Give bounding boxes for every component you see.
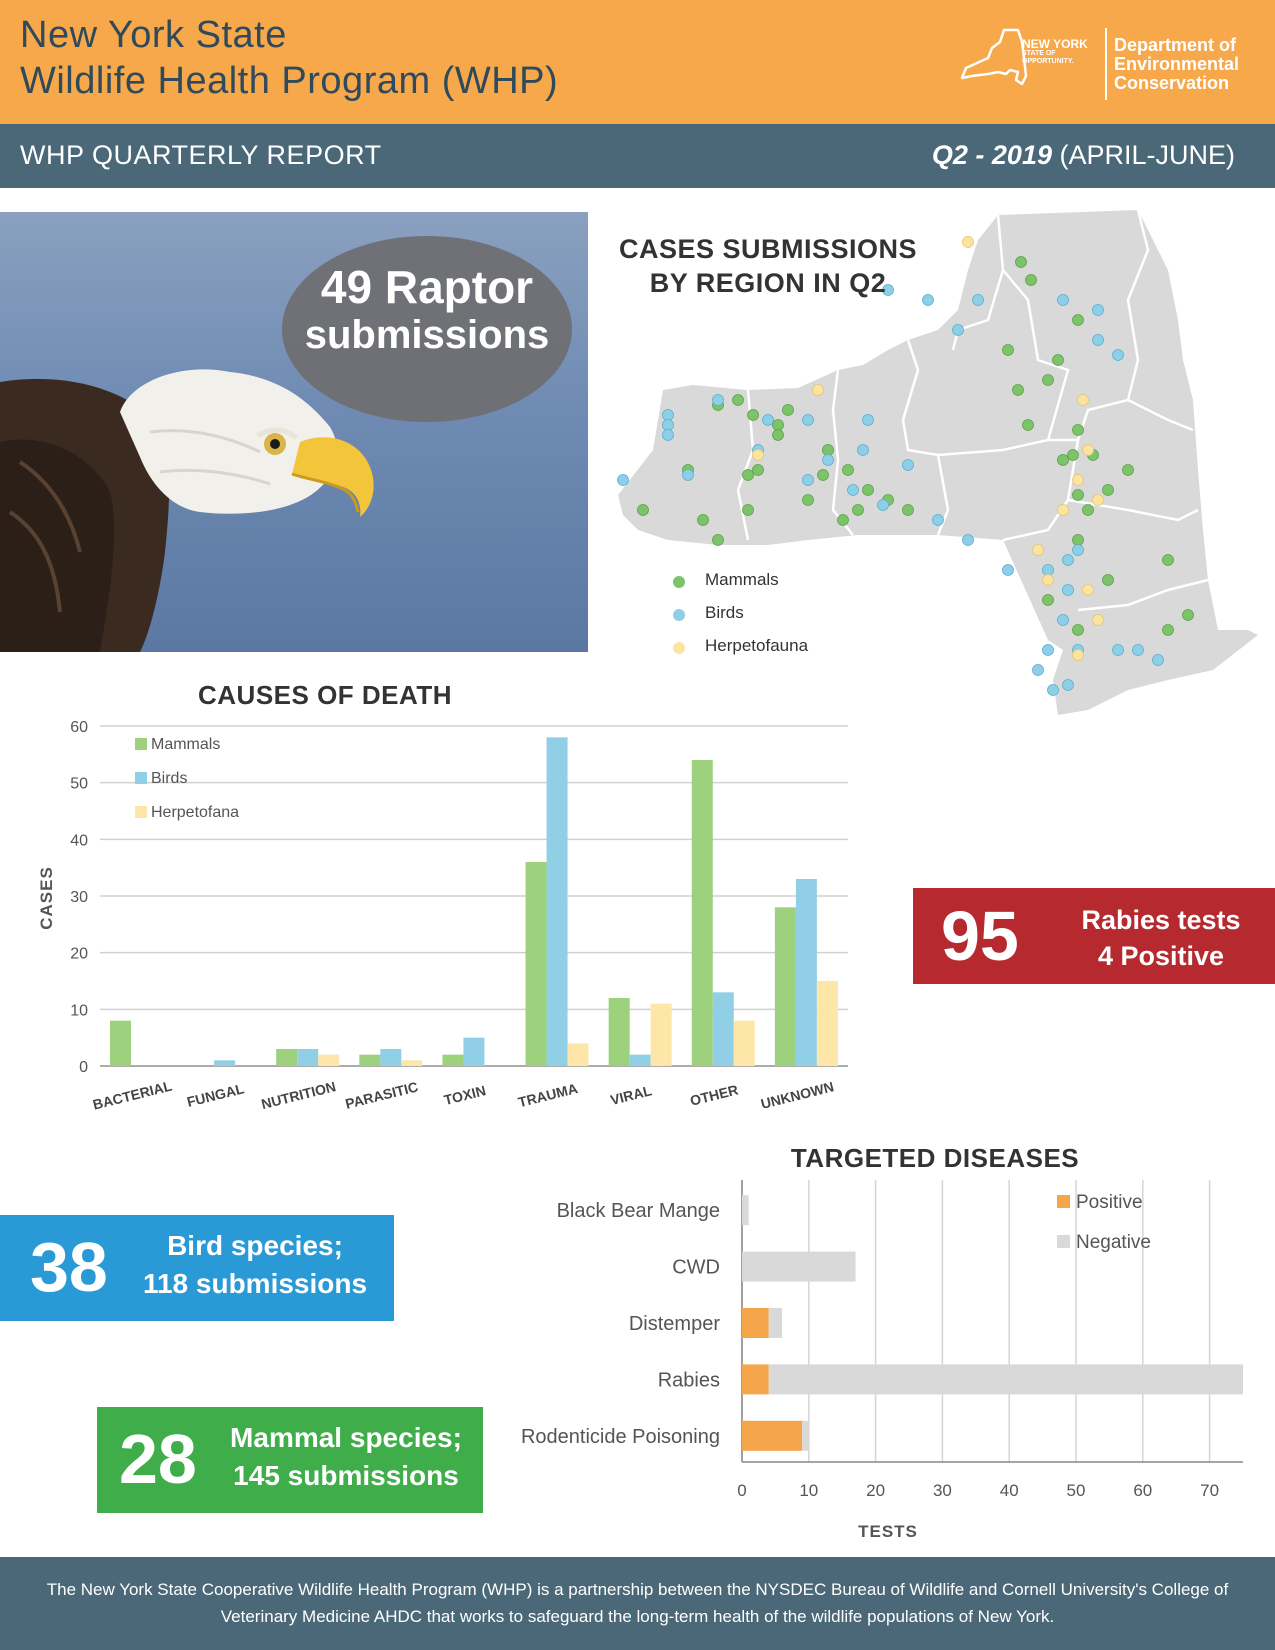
bird-case-dot <box>1043 645 1054 656</box>
cod-y-tick-label: 10 <box>70 1002 88 1020</box>
td-gridlines <box>742 1180 1243 1462</box>
mammal-case-dot <box>1053 355 1064 366</box>
mammal-case-dot <box>838 515 849 526</box>
td-bars <box>742 1195 1243 1451</box>
herp-case-dot <box>963 237 974 248</box>
rabies-count: 95 <box>941 897 1019 975</box>
causes-of-death-title: CAUSES OF DEATH <box>197 680 453 710</box>
td-x-axis-title: TESTS <box>858 1522 918 1541</box>
mammal-case-dot <box>773 430 784 441</box>
bird-case-dot <box>848 485 859 496</box>
bird-case-dot <box>863 415 874 426</box>
mammal-case-dot <box>1073 490 1084 501</box>
td-legend <box>1057 1192 1151 1253</box>
cod-bar-birds <box>463 1038 484 1066</box>
rabies-line-2: 4 Positive <box>1097 941 1225 971</box>
mammal-species-count: 28 <box>119 1420 197 1498</box>
legend-birds-dot <box>673 609 685 621</box>
td-x-tick-label: 60 <box>1133 1481 1153 1500</box>
ny-logo-line-1: NEW YORK <box>1022 37 1088 51</box>
bird-case-dot <box>1063 585 1074 596</box>
td-category-label: Rodenticide Poisoning <box>520 1425 720 1448</box>
cod-legend-swatch <box>135 806 147 818</box>
causes-of-death-chart <box>20 710 860 1130</box>
herp-case-dot <box>1083 445 1094 456</box>
cod-y-tick-label: 60 <box>70 719 88 736</box>
bird-case-dot <box>1063 680 1074 691</box>
bird-case-dot <box>663 410 674 421</box>
logo-divider <box>1105 28 1107 100</box>
herp-case-dot <box>1033 545 1044 556</box>
td-bar-negative <box>769 1308 782 1338</box>
herp-case-dot <box>1093 615 1104 626</box>
cod-x-tick-label: FUNGAL <box>185 1080 246 1110</box>
rabies-line-1: Rabies tests <box>1081 905 1241 935</box>
mammal-case-dot <box>743 470 754 481</box>
bird-species-text <box>130 1227 380 1303</box>
td-legend-label: Negative <box>1076 1232 1151 1253</box>
td-x-tick-label: 20 <box>866 1481 886 1500</box>
mammal-case-dot <box>1073 315 1084 326</box>
cod-bars <box>110 737 838 1066</box>
bird-case-dot <box>1033 665 1044 676</box>
herp-case-dot <box>1073 650 1084 661</box>
targeted-diseases-chart <box>490 1180 1270 1550</box>
mammal-case-dot <box>1043 375 1054 386</box>
bird-case-dot <box>858 445 869 456</box>
td-legend-swatch <box>1057 1235 1070 1248</box>
cod-bar-herpetofana <box>734 1021 755 1066</box>
mammal-case-dot <box>843 465 854 476</box>
herp-case-dot <box>1073 475 1084 486</box>
bird-case-dot <box>1093 335 1104 346</box>
cod-bar-birds <box>630 1055 651 1066</box>
bird-case-dot <box>973 295 984 306</box>
quarter-label: Q2 - 2019 <box>931 140 1052 170</box>
cod-x-tick-label: PARASITIC <box>343 1078 420 1112</box>
mammal-case-dot <box>1023 420 1034 431</box>
mammal-case-dot <box>698 515 709 526</box>
legend-birds-label: Birds <box>705 603 744 622</box>
bird-case-dot <box>763 415 774 426</box>
ny-logo-line-3: OPPORTUNITY. <box>1022 58 1074 65</box>
cod-bar-mammals <box>442 1055 463 1066</box>
mammal-case-dot <box>783 405 794 416</box>
bird-case-dot <box>878 500 889 511</box>
cod-legend-swatch <box>135 738 147 750</box>
legend-mammals-dot <box>673 576 685 588</box>
cod-x-tick-label: NUTRITION <box>259 1078 338 1113</box>
legend-mammals-label: Mammals <box>705 570 779 589</box>
herp-case-dot <box>1083 585 1094 596</box>
bird-case-dot <box>1133 645 1144 656</box>
bird-species-count: 38 <box>30 1228 108 1306</box>
mammal-case-dot <box>853 505 864 516</box>
cod-gridlines <box>100 726 848 1066</box>
report-quarter <box>932 140 1235 171</box>
cod-legend <box>135 736 239 821</box>
dec-line-3: Conservation <box>1114 73 1230 93</box>
bird-case-dot <box>713 395 724 406</box>
mammal-case-dot <box>1073 535 1084 546</box>
mammal-case-dot <box>903 505 914 516</box>
mammal-case-dot <box>753 465 764 476</box>
bird-case-dot <box>683 470 694 481</box>
mammal-case-dot <box>1013 385 1024 396</box>
mammal-case-dot <box>1073 425 1084 436</box>
td-x-tick-label: 10 <box>799 1481 819 1500</box>
td-legend-label: Positive <box>1076 1192 1143 1213</box>
td-category-label: Black Bear Mange <box>556 1200 720 1223</box>
dec-line-1: Department of <box>1114 35 1237 55</box>
td-category-label: CWD <box>672 1256 720 1279</box>
rabies-text <box>1061 902 1261 974</box>
mammal-case-dot <box>1058 455 1069 466</box>
td-x-tick-label: 50 <box>1066 1481 1086 1500</box>
ny-state-outline-icon <box>958 28 1028 90</box>
mammal-species-badge <box>97 1407 483 1513</box>
bird-case-dot <box>1153 655 1164 666</box>
cod-x-tick-label: TOXIN <box>442 1082 488 1109</box>
bird-case-dot <box>1113 350 1124 361</box>
bird-species-line-1: Bird species; <box>167 1230 343 1261</box>
title-line-1: New York State <box>20 14 287 56</box>
mammal-case-dot <box>733 395 744 406</box>
cod-bar-mammals <box>359 1055 380 1066</box>
td-bar-positive <box>742 1421 802 1451</box>
raptor-submissions-bubble <box>282 236 572 422</box>
bird-case-dot <box>1048 685 1059 696</box>
mammal-case-dot <box>1073 625 1084 636</box>
cod-bar-mammals <box>775 907 796 1066</box>
map-title-line-1: CASES SUBMISSIONS <box>618 234 918 264</box>
td-bar-negative <box>802 1421 809 1451</box>
cod-bar-mammals <box>526 862 547 1066</box>
cod-x-tick-label: OTHER <box>688 1081 740 1109</box>
bird-species-line-2: 118 submissions <box>142 1268 368 1299</box>
td-bar-positive <box>742 1364 769 1394</box>
bird-case-dot <box>803 475 814 486</box>
cod-bar-herpetofana <box>817 981 838 1066</box>
cod-bar-birds <box>214 1060 235 1066</box>
cod-legend-label: Birds <box>151 770 188 787</box>
bird-case-dot <box>903 460 914 471</box>
mammal-case-dot <box>1003 345 1014 356</box>
mammal-case-dot <box>1103 485 1114 496</box>
cod-legend-label: Mammals <box>151 736 221 753</box>
mammal-case-dot <box>1123 465 1134 476</box>
mammal-case-dot <box>1016 257 1027 268</box>
cod-x-tick-label: TRAUMA <box>516 1080 580 1111</box>
mammal-case-dot <box>823 445 834 456</box>
td-bar-negative <box>742 1195 749 1225</box>
ny-logo-wordmark <box>1022 38 1102 66</box>
dec-logo-text <box>1114 36 1239 93</box>
cod-bar-mammals <box>609 998 630 1066</box>
bird-case-dot <box>1093 305 1104 316</box>
title-line-2: Wildlife Health Program (WHP) <box>20 60 559 102</box>
bird-case-dot <box>933 515 944 526</box>
ny-logo-line-2: STATE OF <box>1022 50 1056 57</box>
td-x-labels <box>737 1481 1219 1500</box>
cod-bar-birds <box>380 1049 401 1066</box>
mammal-case-dot <box>1183 610 1194 621</box>
cod-legend-label: Herpetofana <box>151 804 240 821</box>
mammal-case-dot <box>713 535 724 546</box>
bird-case-dot <box>1043 565 1054 576</box>
herp-case-dot <box>1058 505 1069 516</box>
cod-x-tick-label: VIRAL <box>608 1082 654 1108</box>
herp-case-dot <box>1043 575 1054 586</box>
cod-bar-birds <box>297 1049 318 1066</box>
cod-x-tick-label: BACTERIAL <box>91 1077 174 1113</box>
cod-bar-herpetofana <box>401 1060 422 1066</box>
td-bar-negative <box>769 1364 1243 1394</box>
cod-y-tick-label: 30 <box>70 889 88 906</box>
mammal-case-dot <box>748 410 759 421</box>
map-title-line-2: BY REGION IN Q2 <box>649 268 887 298</box>
herp-case-dot <box>1093 495 1104 506</box>
mammal-case-dot <box>1043 595 1054 606</box>
report-label: WHP QUARTERLY REPORT <box>20 140 382 170</box>
mammal-case-dot <box>773 420 784 431</box>
rabies-badge <box>913 888 1275 984</box>
mammal-case-dot <box>803 495 814 506</box>
cod-bar-birds <box>547 737 568 1066</box>
cod-y-labels <box>70 719 88 1076</box>
mammal-case-dot <box>818 470 829 481</box>
cod-x-labels <box>91 1077 835 1112</box>
mammal-case-dot <box>1163 625 1174 636</box>
cod-y-tick-label: 50 <box>70 775 88 793</box>
mammal-case-dot <box>863 485 874 496</box>
bird-case-dot <box>1058 615 1069 626</box>
bird-case-dot <box>1063 555 1074 566</box>
cod-bar-herpetofana <box>651 1004 672 1066</box>
bird-case-dot <box>803 415 814 426</box>
mammal-case-dot <box>1026 275 1037 286</box>
bird-case-dot <box>953 325 964 336</box>
legend-herps-label: Herpetofauna <box>705 636 809 655</box>
herp-case-dot <box>813 385 824 396</box>
bird-species-badge <box>0 1215 394 1321</box>
bird-case-dot <box>1003 565 1014 576</box>
footer-text: The New York State Cooperative Wildlife Health Program (WHP) is a partnership between the NYSDEC Bureau of Wildlife and Cornell University's College of Veterinary Medicine AHDC that works to safeguard the long-term health of the wildlife populations of New York. <box>46 1580 1229 1626</box>
mammal-case-dot <box>1103 575 1114 586</box>
mammal-case-dot <box>1083 505 1094 516</box>
bird-case-dot <box>618 475 629 486</box>
map-title <box>608 232 928 300</box>
dec-line-2: Environmental <box>1114 54 1240 74</box>
bird-case-dot <box>1058 295 1069 306</box>
bird-case-dot <box>1113 645 1124 656</box>
bird-case-dot <box>823 455 834 466</box>
td-bar-positive <box>742 1308 769 1338</box>
quarter-range: (APRIL-JUNE) <box>1051 140 1235 170</box>
cod-y-tick-label: 40 <box>70 832 88 850</box>
mammal-species-text <box>217 1419 475 1495</box>
td-x-tick-label: 0 <box>737 1481 747 1500</box>
mammal-case-dot <box>638 505 649 516</box>
mammal-case-dot <box>1163 555 1174 566</box>
bird-case-dot <box>963 535 974 546</box>
cod-bar-herpetofana <box>318 1055 339 1066</box>
targeted-diseases-title: TARGETED DISEASES <box>790 1143 1080 1173</box>
cod-bar-herpetofana <box>568 1043 589 1066</box>
bird-case-dot <box>663 430 674 441</box>
td-x-tick-label: 70 <box>1200 1481 1220 1500</box>
cod-y-tick-label: 20 <box>70 945 88 963</box>
td-bar-negative <box>742 1252 856 1282</box>
cod-legend-swatch <box>135 772 147 784</box>
legend-herps-dot <box>673 642 685 654</box>
td-category-labels <box>521 1200 720 1448</box>
cod-x-tick-label: UNKNOWN <box>759 1078 836 1112</box>
td-category-label: Rabies <box>657 1369 720 1392</box>
cod-y-axis-title: CASES <box>37 866 56 930</box>
raptor-label: submissions <box>304 313 550 357</box>
mammal-case-dot <box>1068 450 1079 461</box>
page-title <box>20 12 558 104</box>
mammal-species-line-2: 145 submissions <box>233 1460 459 1491</box>
cod-bar-mammals <box>692 760 713 1066</box>
herp-case-dot <box>1078 395 1089 406</box>
mammal-case-dot <box>743 505 754 516</box>
herp-case-dot <box>753 450 764 461</box>
td-x-tick-label: 30 <box>932 1481 952 1500</box>
cod-bar-birds <box>713 992 734 1066</box>
mammal-species-line-1: Mammal species; <box>230 1422 462 1453</box>
bird-case-dot <box>1073 545 1084 556</box>
bird-case-dot <box>663 420 674 431</box>
td-category-label: Distemper <box>628 1313 720 1335</box>
td-legend-swatch <box>1057 1195 1070 1208</box>
cod-y-tick-label: 0 <box>79 1059 88 1076</box>
cod-bar-birds <box>796 879 817 1066</box>
raptor-count: 49 Raptor <box>320 261 534 313</box>
cod-bar-mammals <box>276 1049 297 1066</box>
cod-bar-mammals <box>110 1021 131 1066</box>
td-x-tick-label: 40 <box>999 1481 1019 1500</box>
